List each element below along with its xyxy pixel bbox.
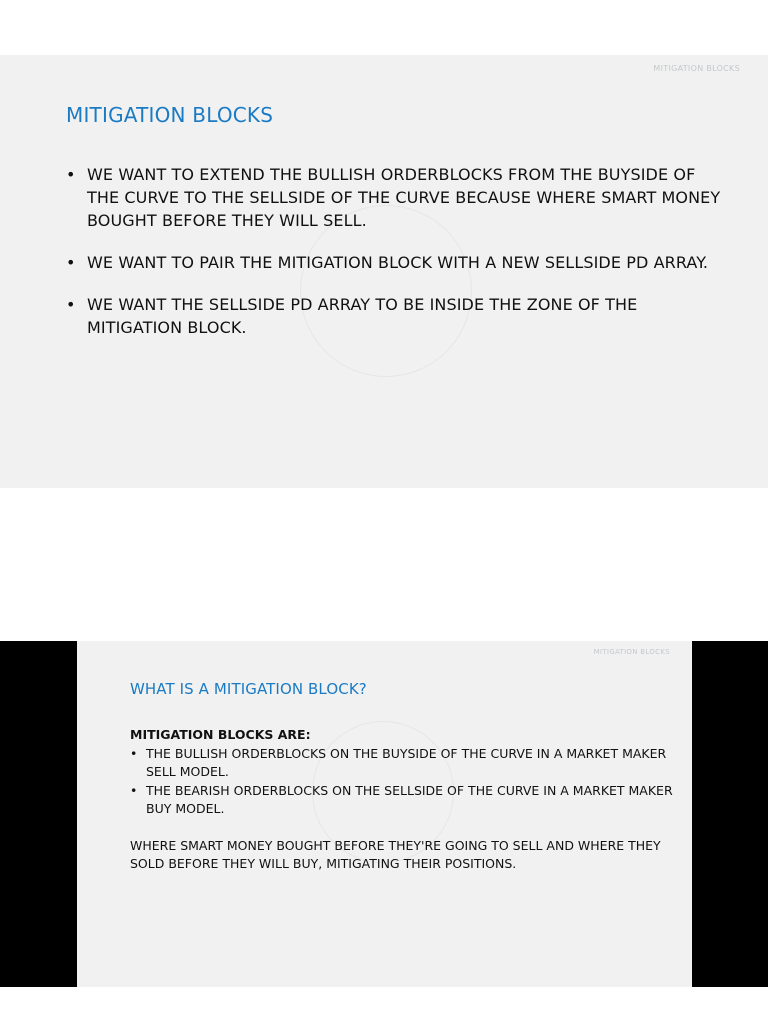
slide-1-bullet-1 — [66, 163, 726, 232]
slide-1-bullet-list — [66, 163, 726, 358]
slide-2-body — [130, 726, 675, 874]
slide-2-bullet-2 — [130, 782, 675, 819]
slide-2-title: WHAT IS A MITIGATION BLOCK? — [130, 680, 367, 698]
slide-2-bullet-1-text: THE BULLISH ORDERBLOCKS ON THE BUYSIDE OF THE CURVE IN A MARKET MAKER SELL MODEL. — [146, 745, 667, 779]
slide-1-bullet-3-text: WE WANT THE SELLSIDE PD ARRAY TO BE INSIDE THE ZONE OF THE MITIGATION BLOCK. — [87, 295, 638, 337]
slide-2-bullet-list — [130, 745, 675, 819]
slide-2-closing: WHERE SMART MONEY BOUGHT BEFORE THEY'RE GOING TO SELL AND WHERE THEY SOLD BEFORE THEY WILL BUY, MITIGATING THEIR POSITIONS. — [130, 837, 661, 871]
slide-1-bullet-2-text: WE WANT TO PAIR THE MITIGATION BLOCK WITH A NEW SELLSIDE PD ARRAY. — [87, 253, 709, 272]
slide-2-bullet-2-text: THE BEARISH ORDERBLOCKS ON THE SELLSIDE OF THE CURVE IN A MARKET MAKER BUY MODEL. — [146, 782, 673, 816]
slide-1-bullet-3 — [66, 293, 726, 339]
slide-1-bullet-2 — [66, 251, 726, 274]
slide-2-bullet-1 — [130, 745, 675, 782]
slide-1-title: MITIGATION BLOCKS — [66, 103, 274, 127]
bullet-icon: • — [66, 165, 76, 184]
bullet-icon: • — [66, 253, 76, 272]
slide-2-lead: MITIGATION BLOCKS ARE: — [130, 727, 311, 742]
slide-2-header-tag: MITIGATION BLOCKS — [593, 648, 670, 656]
slide-1-bullet-1-text: WE WANT TO EXTEND THE BULLISH ORDERBLOCKS FROM THE BUYSIDE OF THE CURVE TO THE SELLSIDE OF THE CURVE BECAUSE WHERE SMART MONEY BOUGHT BEFORE THEY WILL SELL. — [87, 165, 721, 230]
bullet-icon: • — [130, 782, 138, 798]
slide-1-header-tag: MITIGATION BLOCKS — [653, 64, 740, 73]
slide-1 — [0, 55, 768, 488]
slide-2 — [77, 641, 692, 987]
bullet-icon: • — [130, 745, 138, 761]
bullet-icon: • — [66, 295, 76, 314]
